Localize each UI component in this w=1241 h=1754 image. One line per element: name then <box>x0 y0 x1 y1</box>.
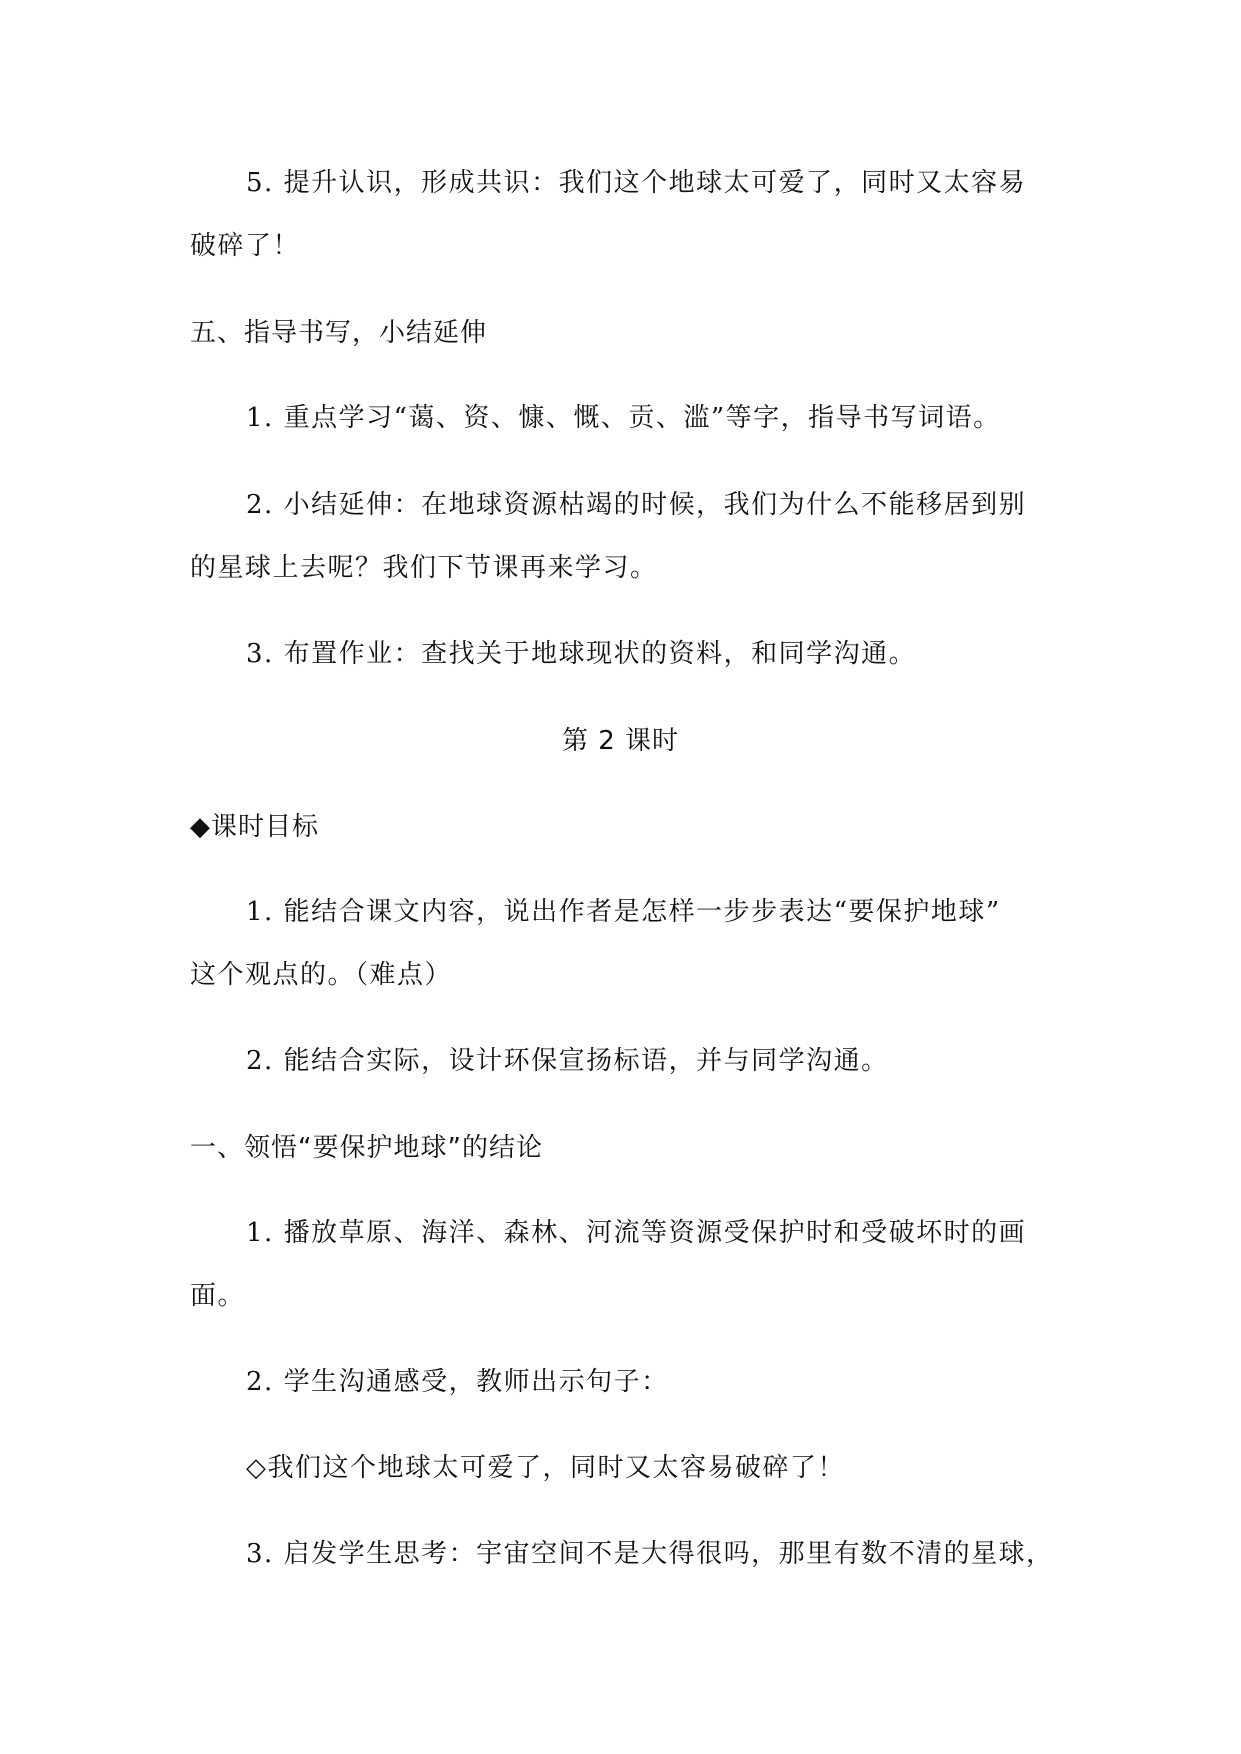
paragraph-line: 2. 学生沟通感受，教师出示句子： <box>246 1367 669 1397</box>
paragraph-line: 2. 能结合实际，设计环保宣扬标语，并与同学沟通。 <box>246 1046 889 1076</box>
paragraph-line: 这个观点的。（难点） <box>190 960 453 990</box>
section-heading: 五、指导书写，小结延伸 <box>190 318 488 348</box>
paragraph-line: 破碎了！ <box>190 231 301 261</box>
objectives-heading: ◆课时目标 <box>190 812 319 842</box>
paragraph-line: 面。 <box>190 1281 246 1311</box>
lesson-title: 第 2 课时 <box>561 726 680 756</box>
paragraph-line: 1. 重点学习“蔼、资、慷、慨、贡、滥”等字，指导书写词语。 <box>246 403 1001 433</box>
paragraph-line: 3. 布置作业：查找关于地球现状的资料，和同学沟通。 <box>246 639 917 669</box>
paragraph-line: 的星球上去呢？我们下节课再来学习。 <box>190 553 658 583</box>
paragraph-line: 1. 能结合课文内容，说出作者是怎样一步步表达“要保护地球” <box>246 897 1001 927</box>
paragraph-line: 3. 启发学生思考：宇宙空间不是大得很吗，那里有数不清的星球， <box>246 1539 1054 1569</box>
paragraph-line: 5. 提升认识，形成共识：我们这个地球太可爱了，同时又太容易 <box>246 168 1027 198</box>
quote-line: ◇我们这个地球太可爱了，同时又太容易破碎了！ <box>246 1453 845 1483</box>
section-heading: 一、领悟“要保护地球”的结论 <box>190 1133 543 1163</box>
paragraph-line: 2. 小结延伸：在地球资源枯竭的时候，我们为什么不能移居到别 <box>246 490 1027 520</box>
paragraph-line: 1. 播放草原、海洋、森林、河流等资源受保护时和受破坏时的画 <box>246 1218 1027 1248</box>
